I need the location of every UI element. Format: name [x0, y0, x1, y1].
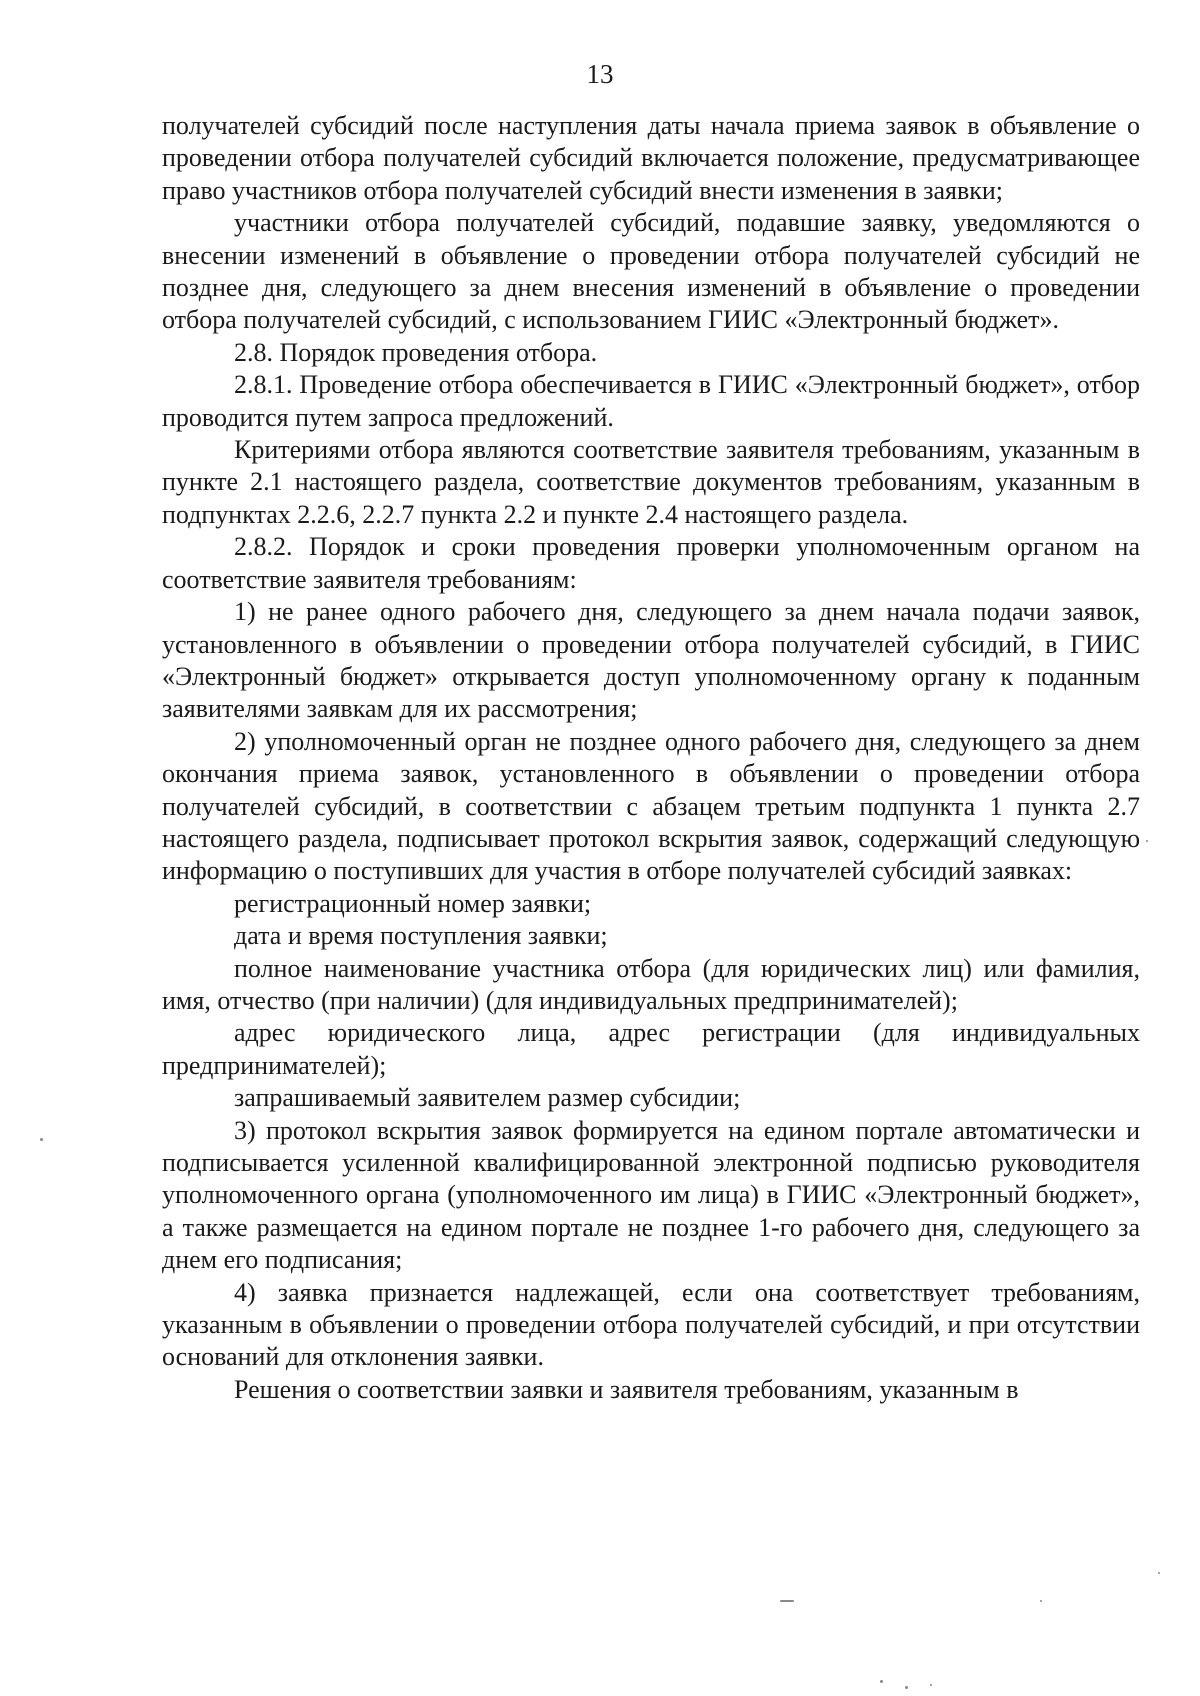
paragraph-2-8-2: 2.8.2. Порядок и сроки проведения проверки уполномоченным органом на соответствие заявителя требованиям: [162, 532, 1140, 594]
scan-speck [880, 1680, 883, 1683]
paragraph-continuation: получателей субсидий после наступления даты начала приема заявок в объявление о проведении отбора получателей субсидий включается положение, предусматривающее право участников отбора получателей субсидий внести изменения в заявки; [162, 111, 1140, 205]
list-item-3: 3) протокол вскрытия заявок формируется на едином портале автоматически и подписывается усиленной квалифицированной электронной подписью руководителя уполномоченного органа (уполномоченного им лица) в ГИИС «Электронный бюджет», а также размещается на едином портале не позднее 1-го рабочего дня, следующего за днем его подписания; [162, 1115, 1140, 1275]
protocol-field-date-time: дата и время поступления заявки; [234, 921, 608, 951]
protocol-field-subsidy-amount: запрашиваемый заявителем размер субсидии; [234, 1083, 741, 1113]
paragraph-selection-criteria: Критериями отбора являются соответствие заявителя требованиям, указанным в пункте 2.1 настоящего раздела, соответствие документов требованиям, указанным в подпунктах 2.2.6, 2.2.7 пункта 2.2 и пункте 2.4 настоящего раздела. [162, 435, 1140, 529]
protocol-field-address: адрес юридического лица, адрес регистрации (для индивидуальных предпринимателей); [162, 1018, 1140, 1080]
list-item-2: 2) уполномоченный орган не позднее одного рабочего дня, следующего за днем окончания приема заявок, установленного в объявлении о проведении отбора получателей субсидий, в соответствии с абзацем третьим подпункта 1 пункта 2.7 настоящего раздела, подписывает протокол вскрытия заявок, содержащий следующую информацию о поступивших для участия в отборе получателей субсидий заявках: [162, 726, 1140, 886]
scan-speck [1158, 1572, 1160, 1574]
list-item-1: 1) не ранее одного рабочего дня, следующего за днем начала подачи заявок, установленного в объявлении о проведении отбора получателей субсидий, в ГИИС «Электронный бюджет» открывается доступ уполномоченному органу к поданным заявителями заявкам для их рассмотрения; [162, 597, 1140, 724]
protocol-field-full-name: полное наименование участника отбора (для юридических лиц) или фамилия, имя, отчество (при наличии) (для индивидуальных предпринимателей); [162, 953, 1140, 1015]
paragraph-participants-notified: участники отбора получателей субсидий, подавшие заявку, уведомляются о внесении изменений в объявление о проведении отбора получателей субсидий не позднее дня, следующего за днем внесения изменений в объявление о проведении отбора получателей субсидий, с использованием ГИИС «Электронный бюджет». [162, 208, 1140, 335]
page-number: 13 [586, 59, 614, 89]
scan-speck [40, 1138, 43, 1141]
protocol-field-registration-number: регистрационный номер заявки; [234, 888, 592, 918]
list-item-4: 4) заявка признается надлежащей, если она соответствует требованиям, указанным в объявлении о проведении отбора получателей субсидий, и при отсутствии оснований для отклонения заявки. [162, 1277, 1140, 1372]
scan-speck [1146, 840, 1148, 842]
scan-speck [930, 1684, 932, 1686]
document-body [162, 110, 1140, 1406]
scan-speck [1040, 1600, 1042, 1602]
scan-speck [780, 1600, 794, 1602]
scan-speck [905, 1686, 908, 1689]
paragraph-2-8-1: 2.8.1. Проведение отбора обеспечивается в ГИИС «Электронный бюджет», отбор проводится путем запроса предложений. [162, 370, 1140, 432]
section-heading-2-8: 2.8. Порядок проведения отбора. [234, 337, 598, 367]
paragraph-decisions: Решения о соответствии заявки и заявителя требованиям, указанным в [234, 1374, 1019, 1404]
